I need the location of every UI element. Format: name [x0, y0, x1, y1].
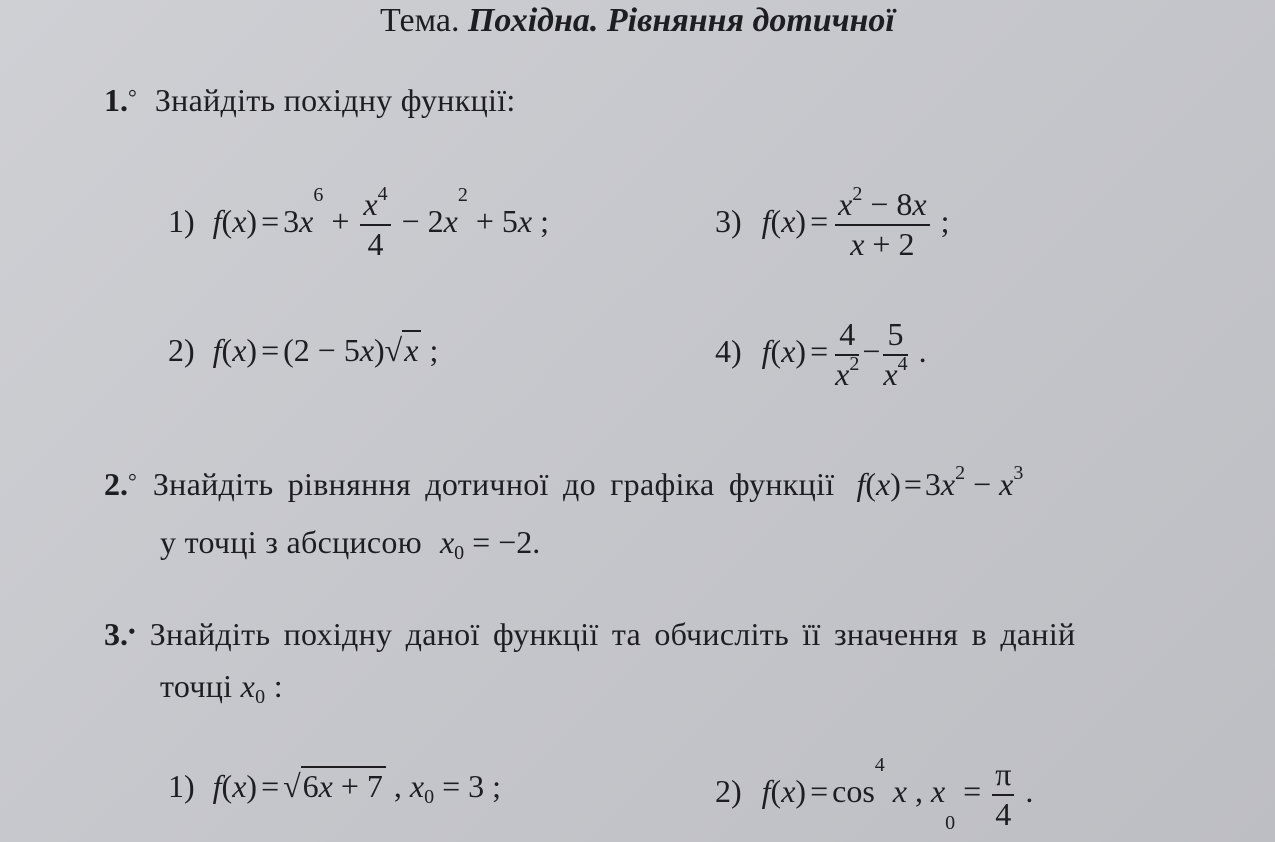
task-2-header [104, 462, 1024, 503]
task-3-marker: • [128, 618, 136, 644]
task-1-number: 1. [104, 82, 128, 118]
task-2-function: $f(x)=3x^2 - x^3$ [856, 462, 1024, 502]
item-formula: f(x) = $\frac{x^2 - 8x}{x + 2}$ ; [761, 183, 950, 262]
item-label: 1) [168, 768, 195, 804]
page-title [380, 2, 895, 40]
task-1-item-4 [715, 318, 927, 391]
task-2-text-line1: Знайдіть рівняння дотичної до графіка функції [152, 466, 835, 502]
item-label: 2) [715, 772, 742, 809]
title-prefix: Тема. [380, 2, 460, 39]
item-label: 3) [715, 202, 742, 239]
task-2-text-line2: у точці з абсцисою [160, 524, 422, 560]
task-2-number: 2. [104, 466, 128, 502]
task-1-item-2 [168, 330, 438, 369]
task-3-item-1 [168, 766, 502, 808]
item-formula: f(x) = (2 − 5x)√x ; [212, 332, 439, 368]
item-label: 1) [168, 202, 195, 239]
item-formula: f(x) = √6x + 7 , $x_0 = 3$ ; [212, 768, 502, 808]
item-formula: $f(x) = 3x^6$ + $\frac{x^4}{4}$ − $2x^2 + 5x$ ; [212, 183, 549, 262]
item-label: 4) [715, 332, 742, 369]
task-1-marker: ° [128, 84, 137, 110]
task-1-header [104, 82, 516, 119]
task-3-number: 3. [104, 616, 128, 652]
task-2-point: $x_0 = -2$. [439, 524, 541, 564]
task-3-header [104, 616, 1075, 653]
item-formula: f(x) = $\frac{4}{x^2}$ − $\frac{5}{x^4}$ . [761, 316, 927, 392]
task-2-line2 [160, 524, 541, 564]
task-1-item-3 [715, 183, 950, 262]
task-1-text: Знайдіть похідну функції: [154, 82, 516, 118]
task-3-text-line1: Знайдіть похідну даної функції та обчисліть її значення в даній [149, 616, 1076, 652]
title-main: Похідна. Рівняння дотичної [467, 2, 895, 39]
task-3-item-2 [715, 754, 1034, 835]
task-3-line2 [160, 668, 283, 708]
item-formula: $f(x) = \cos^4 x$ , $x_0$ = $\frac{\pi}{4}$ . [761, 754, 1034, 835]
task-3-text-line2: точці $x_0$ : [160, 668, 283, 708]
task-1-item-1 [168, 183, 549, 262]
task-2-marker: ° [128, 468, 137, 494]
item-label: 2) [168, 332, 195, 368]
